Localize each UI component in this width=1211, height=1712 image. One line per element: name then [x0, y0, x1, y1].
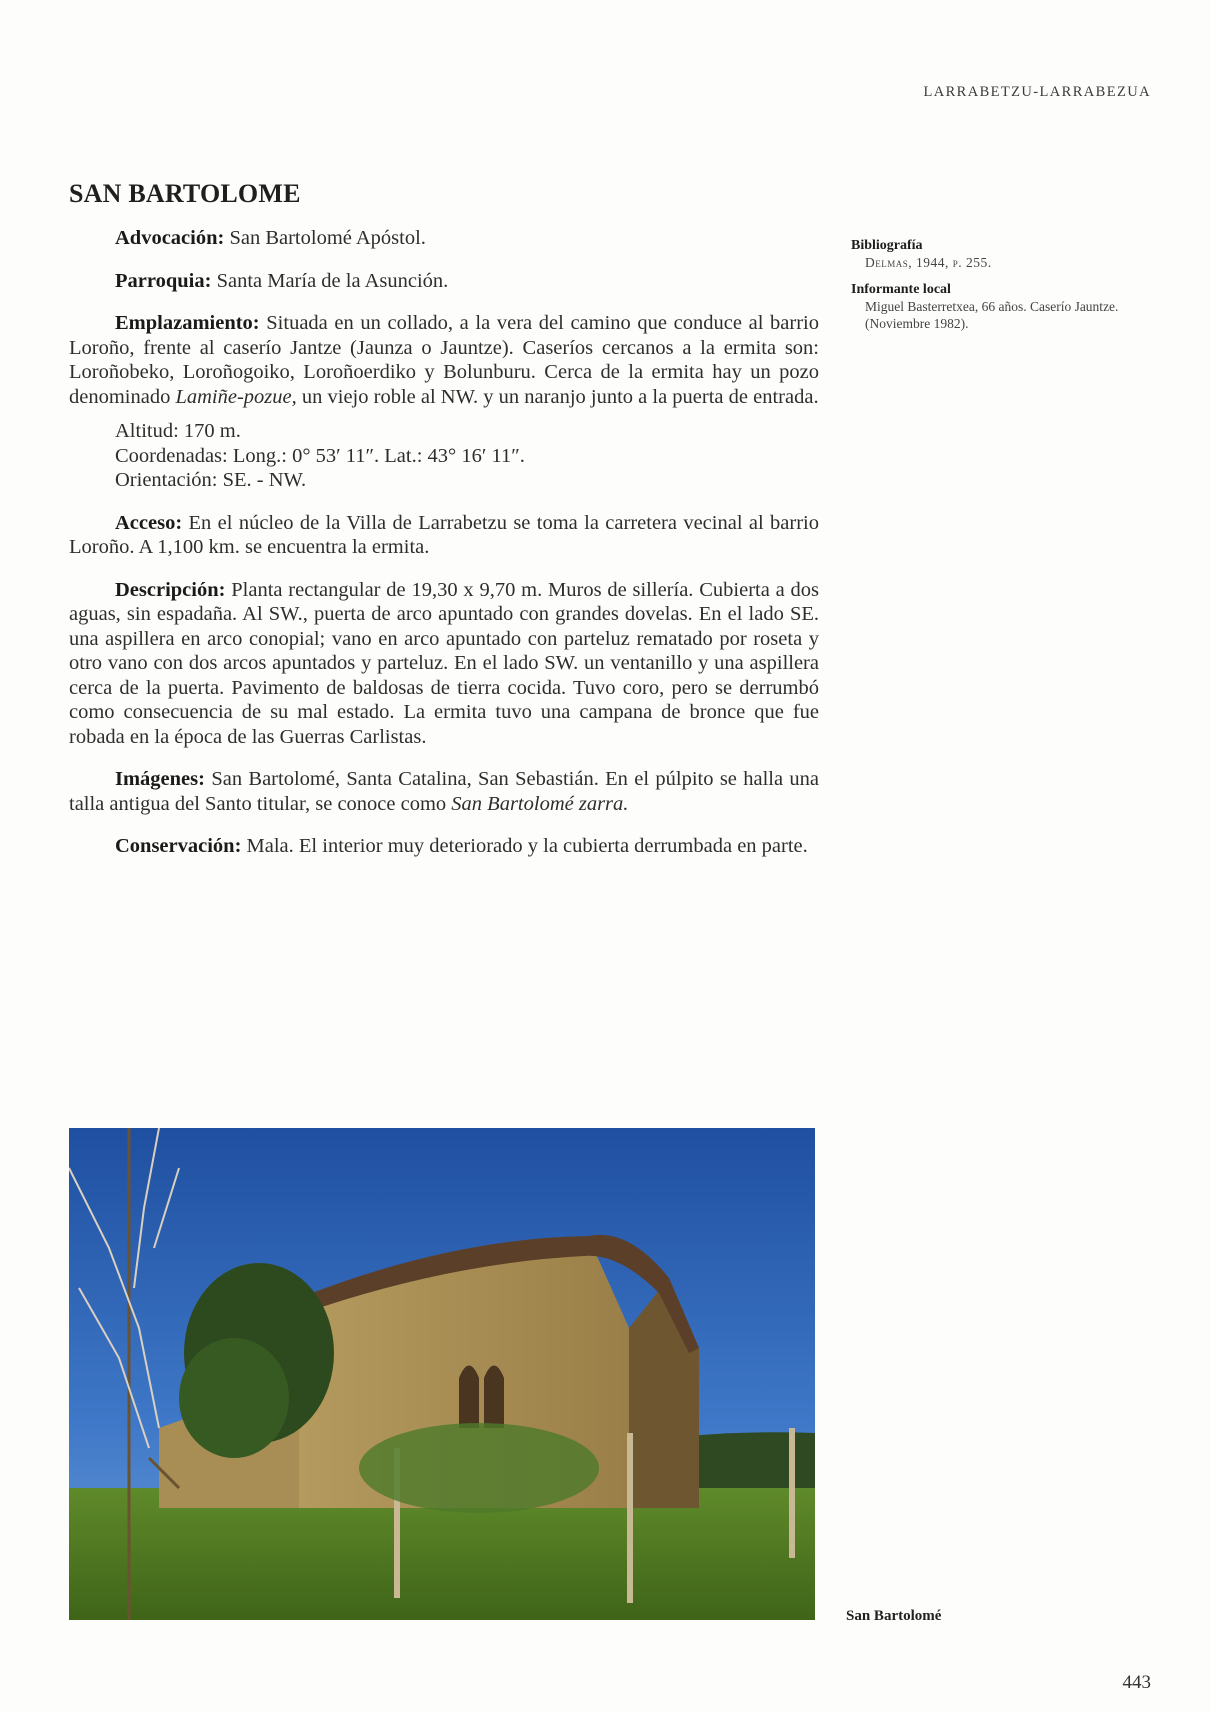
descripcion-label: Descripción:	[115, 578, 226, 601]
imagenes-label: Imágenes:	[115, 768, 205, 790]
coordenadas-text: Coordenadas: Long.: 0° 53′ 11″. Lat.: 43° 16′ 11″.	[115, 444, 525, 467]
orientacion-text: Orientación: SE. - NW.	[115, 469, 307, 491]
hermitage-photo	[69, 1128, 815, 1620]
parroquia-text: Santa María de la Asunción.	[216, 269, 449, 292]
conservacion-label: Conservación:	[115, 835, 242, 857]
informante-heading: Informante local	[851, 282, 951, 297]
location-data	[69, 419, 819, 493]
page-number: 443	[1122, 1672, 1151, 1693]
altitud-text: Altitud: 170 m.	[115, 420, 241, 442]
advocacion-text: San Bartolomé Apóstol.	[229, 227, 426, 249]
emplazamiento-italic: Lamiñe-pozue,	[175, 385, 297, 408]
acceso-label: Acceso:	[115, 511, 183, 534]
descripcion-paragraph	[69, 578, 819, 750]
parroquia-paragraph	[69, 269, 819, 294]
main-text	[69, 226, 819, 877]
descripcion-text: Planta rectangular de 19,30 x 9,70 m. Muros de sillería. Cubierta a dos aguas, sin espadaña. Al SW., puerta de arco apuntado con grandes dovelas. En el lado SE. una aspillera en arco conopial; vano en arco apuntado con parteluz rematado por roseta y otro vano con dos arcos apuntados y parteluz. En el lado SW. un ventanillo y una aspillera cerca de la puerta. Pavimento de baldosas de tierra cocida. Tuvo coro, pero se derrumbó como consecuencia de su mal estado. La ermita tuvo una campana de bronce que fue robada en la época de las Guerras Carlistas.	[69, 578, 819, 748]
emplazamiento-paragraph	[69, 311, 819, 409]
photo-caption: San Bartolomé	[846, 1608, 942, 1624]
page-title: SAN BARTOLOME	[69, 179, 301, 208]
parroquia-label: Parroquia:	[115, 269, 212, 292]
informante-text: Miguel Basterretxea, 66 años. Caserío Jauntze. (Noviembre 1982).	[865, 299, 1119, 331]
running-head: LARRABETZU-LARRABEZUA	[923, 84, 1151, 100]
conservacion-paragraph	[69, 834, 819, 859]
acceso-text: En el núcleo de la Villa de Larrabetzu se toma la carretera vecinal al barrio Loroño. A 1,100 km. se encuentra la ermita.	[69, 511, 819, 558]
acceso-paragraph	[69, 511, 819, 560]
emplazamiento-text: Situada en un collado, a la vera del camino que conduce al barrio Loroño, frente al caserío Jantze (Jaunza o Jauntze). Caseríos cercanos a la ermita son: Loroñobeko, Loroñogoiko, Loroñoerdiko y Bolunburu. Cerca de la ermita hay un pozo denominado	[69, 312, 820, 408]
emplazamiento-label: Emplazamiento:	[115, 312, 260, 334]
bibliografia-text: Delmas, 1944, p. 255.	[865, 255, 992, 270]
conservacion-text: Mala. El interior muy deteriorado y la cubierta derrumbada en parte.	[246, 835, 808, 857]
bibliografia-heading: Bibliografía	[851, 238, 923, 253]
advocacion-label: Advocación:	[115, 227, 225, 249]
imagenes-paragraph	[69, 767, 819, 816]
emplazamiento-text-end: un viejo roble al NW. y un naranjo junto a la puerta de entrada.	[301, 385, 819, 408]
imagenes-text: San Bartolomé, Santa Catalina, San Sebastián. En el púlpito se halla una talla antigua del Santo titular, se conoce como	[69, 768, 820, 815]
sidebar-notes	[851, 237, 1151, 342]
imagenes-italic: San Bartolomé zarra.	[451, 792, 629, 815]
advocacion-paragraph	[69, 226, 819, 251]
hermitage-photo-image	[69, 1128, 815, 1620]
